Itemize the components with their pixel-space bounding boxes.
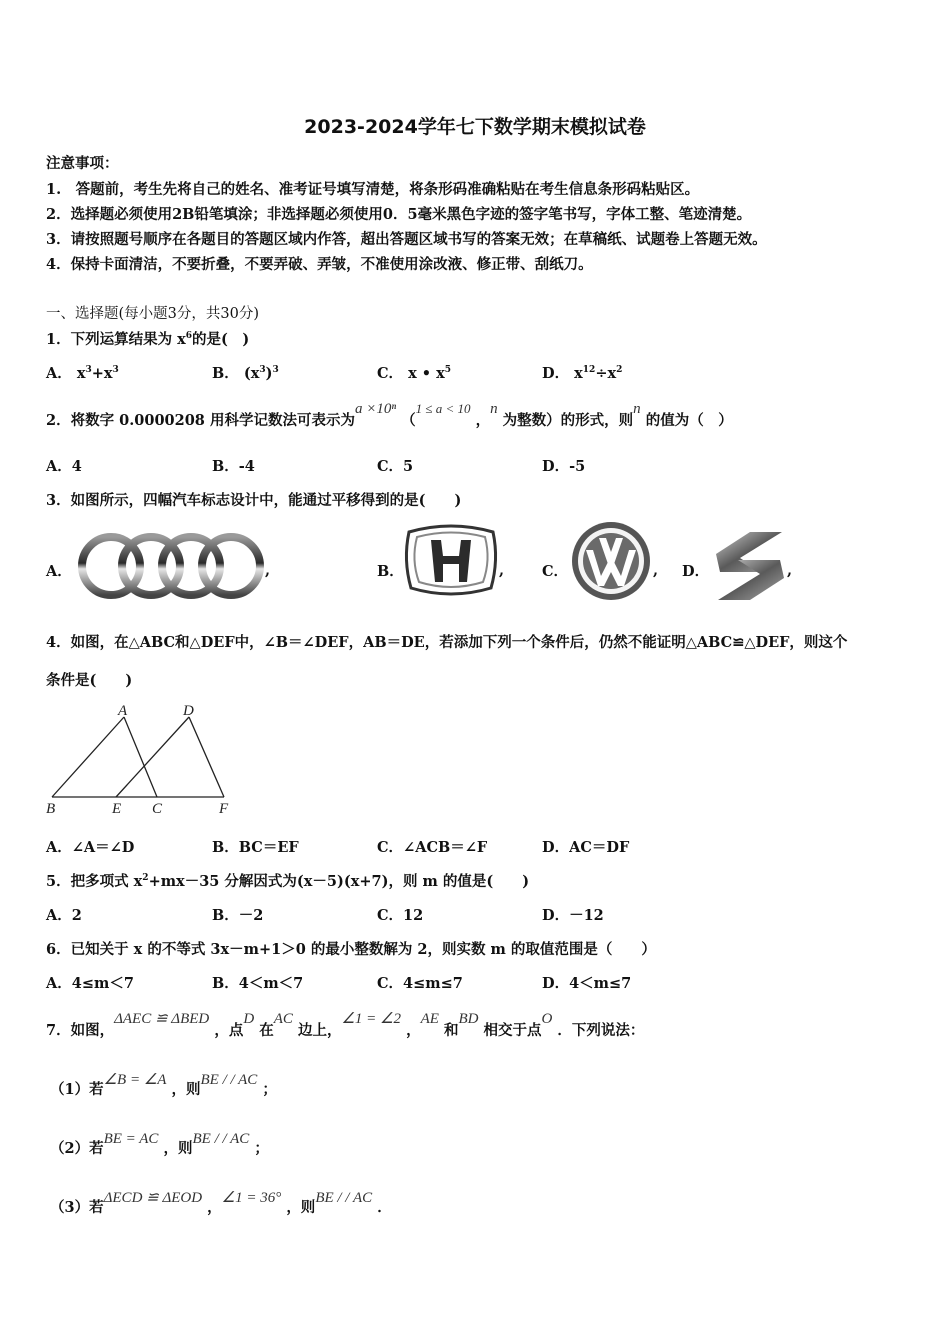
q4-option-d[interactable]: D．AC＝DF [542,839,630,856]
q3-option-d-label[interactable]: D． [682,563,710,580]
point-label-b: B [46,801,56,817]
section-heading: 一、选择题(每小题3分，共30分) [46,306,259,322]
notice-item: 4．保持卡面清洁，不要折叠，不要弄破、弄皱，不准使用涂改液、修正带、刮纸刀。 [46,256,593,273]
point-label-d: D [183,703,194,719]
q7-statement-3: （3）若ΔECD ≌ ΔEOD ，∠1 = 36° ，则BE / / AC ． [50,1190,392,1216]
q2-option-c[interactable]: C．5 [377,458,414,475]
notice-item: 1. 答题前，考生先将自己的姓名、准考证号填写清楚，将条形码准确粘贴在考生信息条形码粘贴区。 [46,181,700,198]
q1-option-b[interactable]: B． $(x^3)^3$ [212,365,279,382]
q1-option-c[interactable]: C． x • $x^5$ [377,365,452,382]
question-5: 5．把多项式 $x^2+mx-35$ 分解因式为(x－5)(x+7)，则 m 的值是( ) [46,873,530,890]
q5-option-d[interactable]: D．－12 [542,907,604,924]
q1-option-d[interactable]: D． $x^{12}\div x^2$ [542,365,623,382]
volkswagen-logo-icon [570,520,652,602]
page-title: 2023-2024学年七下数学期末模拟试卷 [304,116,646,138]
q6-option-a[interactable]: A．4≤m＜7 [46,975,134,992]
point-label-f: F [219,801,229,817]
q3-comma: , [265,562,271,579]
q4-option-c[interactable]: C．∠ACB＝∠F [377,839,488,856]
q7-statement-2: （2）若BE = AC ，则BE / / AC ； [50,1131,269,1157]
question-6: 6．已知关于 x 的不等式 3x－m+1＞0 的最小整数解为 2，则实数 m 的取值范围是（ ） [46,941,656,958]
point-label-c: C [152,801,163,817]
audi-logo-icon [76,530,266,602]
q2-option-d[interactable]: D．-5 [542,458,586,475]
q3-comma: , [499,562,505,579]
q2-option-a[interactable]: A．4 [46,458,82,475]
q4-option-a[interactable]: A．∠A＝∠D [46,839,135,856]
q5-option-a[interactable]: A．2 [46,907,82,924]
question-4: 4．如图，在△ABC和△DEF中，∠B＝∠DEF，AB＝DE，若添加下列一个条件后，仍然不能证明△ABC≌△DEF，则这个 [46,634,848,651]
q7-statement-1: （1）若∠B = ∠A ，则BE / / AC ； [50,1072,277,1098]
q3-option-c-label[interactable]: C． [542,563,569,580]
q2-option-b[interactable]: B．-4 [212,458,255,475]
q3-option-a-label[interactable]: A． [46,563,72,580]
q3-option-b-label[interactable]: B． [377,563,404,580]
q3-comma: , [787,562,793,579]
question-7: 7．如图，ΔAEC ≌ ΔBED ，点D 在AC 边上，∠1 = ∠2 ，AE 和BD 相交于点O ．下列说法： [46,1011,645,1039]
notice-item: 2．选择题必须使用2B铅笔填涂；非选择题必须使用0．5毫米黑色字迹的签字笔书写，字体工整、笔迹清楚。 [46,206,752,223]
triangle-figure [44,700,244,818]
honda-logo-icon [403,522,499,598]
q3-comma: , [653,562,659,579]
notice-heading: 注意事项： [46,155,119,172]
point-label-e: E [112,801,122,817]
q5-option-b[interactable]: B．－2 [212,907,264,924]
q6-option-b[interactable]: B．4＜m＜7 [212,975,304,992]
q5-option-c[interactable]: C．12 [377,907,424,924]
q4-option-b[interactable]: B．BC＝EF [212,839,299,856]
question-2: 2．将数字 0.0000208 用科学记数法可表示为a ×10ⁿ （1 ≤ a < 10 ，n 为整数）的形式，则n 的值为（ ） [46,401,733,429]
suzuki-logo-icon [712,530,788,602]
question-3: 3．如图所示，四幅汽车标志设计中，能通过平移得到的是( ) [46,492,462,509]
q6-option-c[interactable]: C．4≤m≤7 [377,975,463,992]
q1-option-a[interactable]: A． $x^3+x^3$ [46,365,119,382]
notice-item: 3．请按照题号顺序在各题目的答题区域内作答，超出答题区域书写的答案无效；在草稿纸、试题卷上答题无效。 [46,231,767,248]
q6-option-d[interactable]: D．4＜m≤7 [542,975,632,992]
question-4-cont: 条件是( ) [46,672,133,689]
question-1: 1．下列运算结果为 $x^6$的是( ) [46,331,250,348]
point-label-a: A [118,703,128,719]
